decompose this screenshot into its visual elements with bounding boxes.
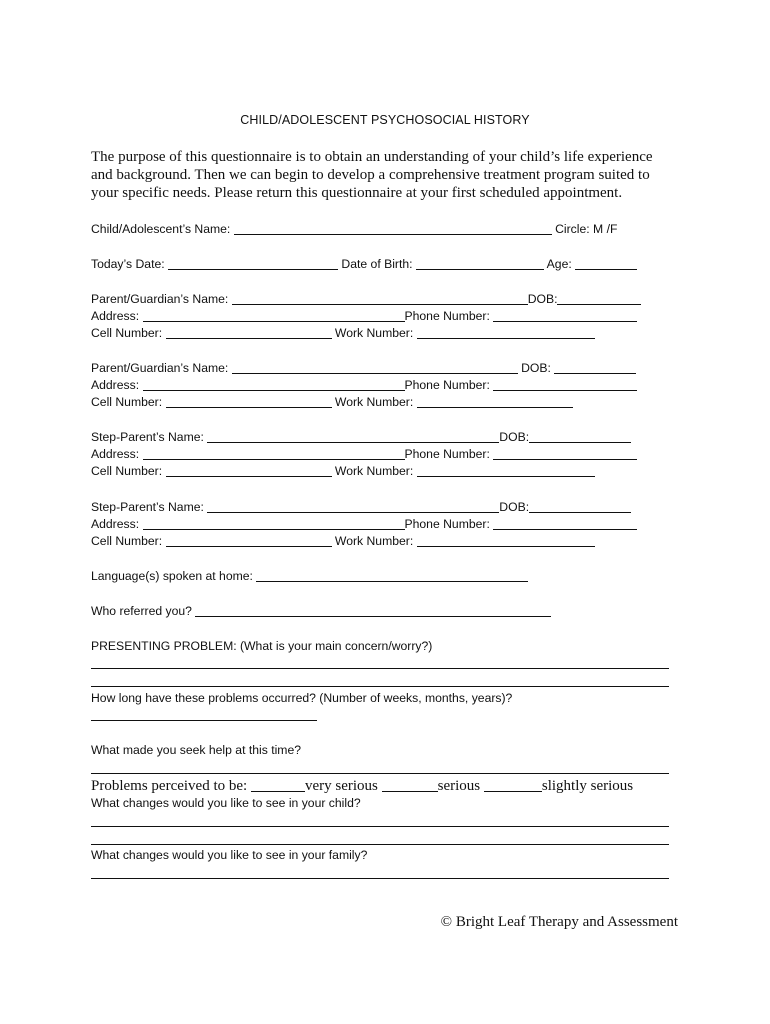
changes-family-field[interactable] [91, 878, 669, 879]
step2-dob-field[interactable] [529, 500, 631, 513]
changes-child-line-1[interactable] [91, 826, 669, 827]
guardian1-name-row [91, 292, 641, 307]
changes-child-line-2[interactable] [91, 844, 669, 845]
guardian2-address-field[interactable] [143, 378, 405, 391]
very-serious-option: very serious [304, 778, 378, 794]
referred-label: Who referred you? [91, 604, 192, 618]
step1-name-field[interactable] [207, 430, 499, 443]
how-long-field[interactable] [91, 720, 317, 721]
seek-help-label: What made you seek help at this time? [91, 743, 302, 757]
step1-work-label: Work Number: [334, 464, 414, 478]
guardian2-name-field[interactable] [232, 361, 518, 374]
intro-line-3: your specific needs. Please return this questionnaire at your first scheduled appointment. [91, 185, 623, 201]
guardian2-work-field[interactable] [417, 395, 573, 408]
guardian2-cell-label: Cell Number: [91, 395, 163, 409]
step1-name-row [91, 430, 631, 445]
guardian2-name-row [91, 361, 636, 376]
step1-cell-row [91, 464, 595, 479]
guardian1-name-field[interactable] [232, 292, 528, 305]
guardian2-address-label: Address: [91, 378, 140, 392]
guardian1-work-field[interactable] [417, 326, 595, 339]
step2-name-field[interactable] [207, 500, 499, 513]
perceived-label: Problems perceived to be: [91, 778, 248, 794]
step2-cell-row [91, 534, 595, 549]
guardian2-cell-field[interactable] [166, 395, 332, 408]
presenting-problem-line-2[interactable] [91, 686, 669, 687]
changes-child-label: What changes would you like to see in your child? [91, 796, 361, 810]
intro-paragraph [91, 148, 691, 202]
perceived-row [91, 777, 633, 795]
step2-name-row [91, 500, 631, 515]
step2-work-field[interactable] [417, 534, 595, 547]
todays-date-field[interactable] [168, 257, 338, 270]
age-field[interactable] [575, 257, 637, 270]
serious-field[interactable] [382, 779, 438, 792]
form-title: CHILD/ADOLESCENT PSYCHOSOCIAL HISTORY [240, 113, 530, 127]
step1-cell-field[interactable] [166, 464, 332, 477]
guardian1-address-label: Address: [91, 309, 140, 323]
child-name-field[interactable] [234, 222, 552, 235]
date-of-birth-label: Date of Birth: [341, 257, 413, 271]
guardian1-cell-row [91, 326, 595, 341]
guardian1-dob-field[interactable] [557, 292, 641, 305]
step1-work-field[interactable] [417, 464, 595, 477]
very-serious-field[interactable] [251, 779, 305, 792]
guardian1-name-label: Parent/Guardian’s Name: [91, 292, 229, 306]
step2-address-label: Address: [91, 517, 140, 531]
guardian2-phone-field[interactable] [493, 378, 637, 391]
guardian1-phone-label: Phone Number: [404, 309, 490, 323]
step1-phone-label: Phone Number: [404, 447, 490, 461]
child-name-label: Child/Adolescent’s Name: [91, 222, 231, 236]
step1-address-row [91, 447, 637, 462]
how-long-label: How long have these problems occurred? (Number of weeks, months, years)? [91, 691, 513, 705]
step2-dob-label: DOB: [499, 500, 530, 514]
guardian2-work-label: Work Number: [334, 395, 414, 409]
date-of-birth-field[interactable] [416, 257, 544, 270]
step2-address-field[interactable] [143, 517, 405, 530]
slightly-serious-option: slightly serious [541, 778, 634, 794]
step1-phone-field[interactable] [493, 447, 637, 460]
step2-phone-label: Phone Number: [404, 517, 490, 531]
guardian1-dob-label: DOB: [527, 292, 558, 306]
guardian2-dob-label: DOB: [521, 361, 551, 375]
step1-address-label: Address: [91, 447, 140, 461]
guardian1-cell-label: Cell Number: [91, 326, 163, 340]
presenting-problem-label: PRESENTING PROBLEM: (What is your main concern/worry?) [91, 639, 433, 653]
seek-help-field[interactable] [91, 773, 669, 774]
guardian1-address-row [91, 309, 637, 324]
guardian2-phone-label: Phone Number: [404, 378, 490, 392]
languages-label: Language(s) spoken at home: [91, 569, 253, 583]
step2-cell-label: Cell Number: [91, 534, 163, 548]
intro-line-1: The purpose of this questionnaire is to obtain an understanding of your child’s life experience [91, 149, 653, 165]
step2-address-row [91, 517, 637, 532]
serious-option: serious [437, 778, 481, 794]
slightly-serious-field[interactable] [484, 779, 542, 792]
guardian2-address-row [91, 378, 637, 393]
step2-work-label: Work Number: [334, 534, 414, 548]
dates-row [91, 257, 637, 272]
guardian1-cell-field[interactable] [166, 326, 332, 339]
step1-address-field[interactable] [143, 447, 405, 460]
step1-name-label: Step-Parent’s Name: [91, 430, 204, 444]
child-name-row [91, 222, 617, 237]
languages-row [91, 569, 528, 584]
step1-dob-field[interactable] [529, 430, 631, 443]
changes-family-label: What changes would you like to see in your family? [91, 848, 368, 862]
intro-line-2: and background. Then we can begin to develop a comprehensive treatment program suited to [91, 167, 650, 183]
guardian1-phone-field[interactable] [493, 309, 637, 322]
step1-dob-label: DOB: [499, 430, 530, 444]
guardian2-dob-field[interactable] [554, 361, 636, 374]
languages-field[interactable] [256, 569, 528, 582]
step2-name-label: Step-Parent’s Name: [91, 500, 204, 514]
step2-phone-field[interactable] [493, 517, 637, 530]
guardian1-work-label: Work Number: [334, 326, 414, 340]
referred-field[interactable] [195, 604, 551, 617]
guardian2-cell-row [91, 395, 573, 410]
step1-cell-label: Cell Number: [91, 464, 163, 478]
guardian2-name-label: Parent/Guardian’s Name: [91, 361, 229, 375]
guardian1-address-field[interactable] [143, 309, 405, 322]
age-label: Age: [546, 257, 572, 271]
gender-circle-label: Circle: M /F [555, 222, 618, 236]
step2-cell-field[interactable] [166, 534, 332, 547]
presenting-problem-line-1[interactable] [91, 668, 669, 669]
referred-row [91, 604, 551, 619]
copyright-footer: © Bright Leaf Therapy and Assessment [440, 914, 678, 930]
todays-date-label: Today’s Date: [91, 257, 165, 271]
